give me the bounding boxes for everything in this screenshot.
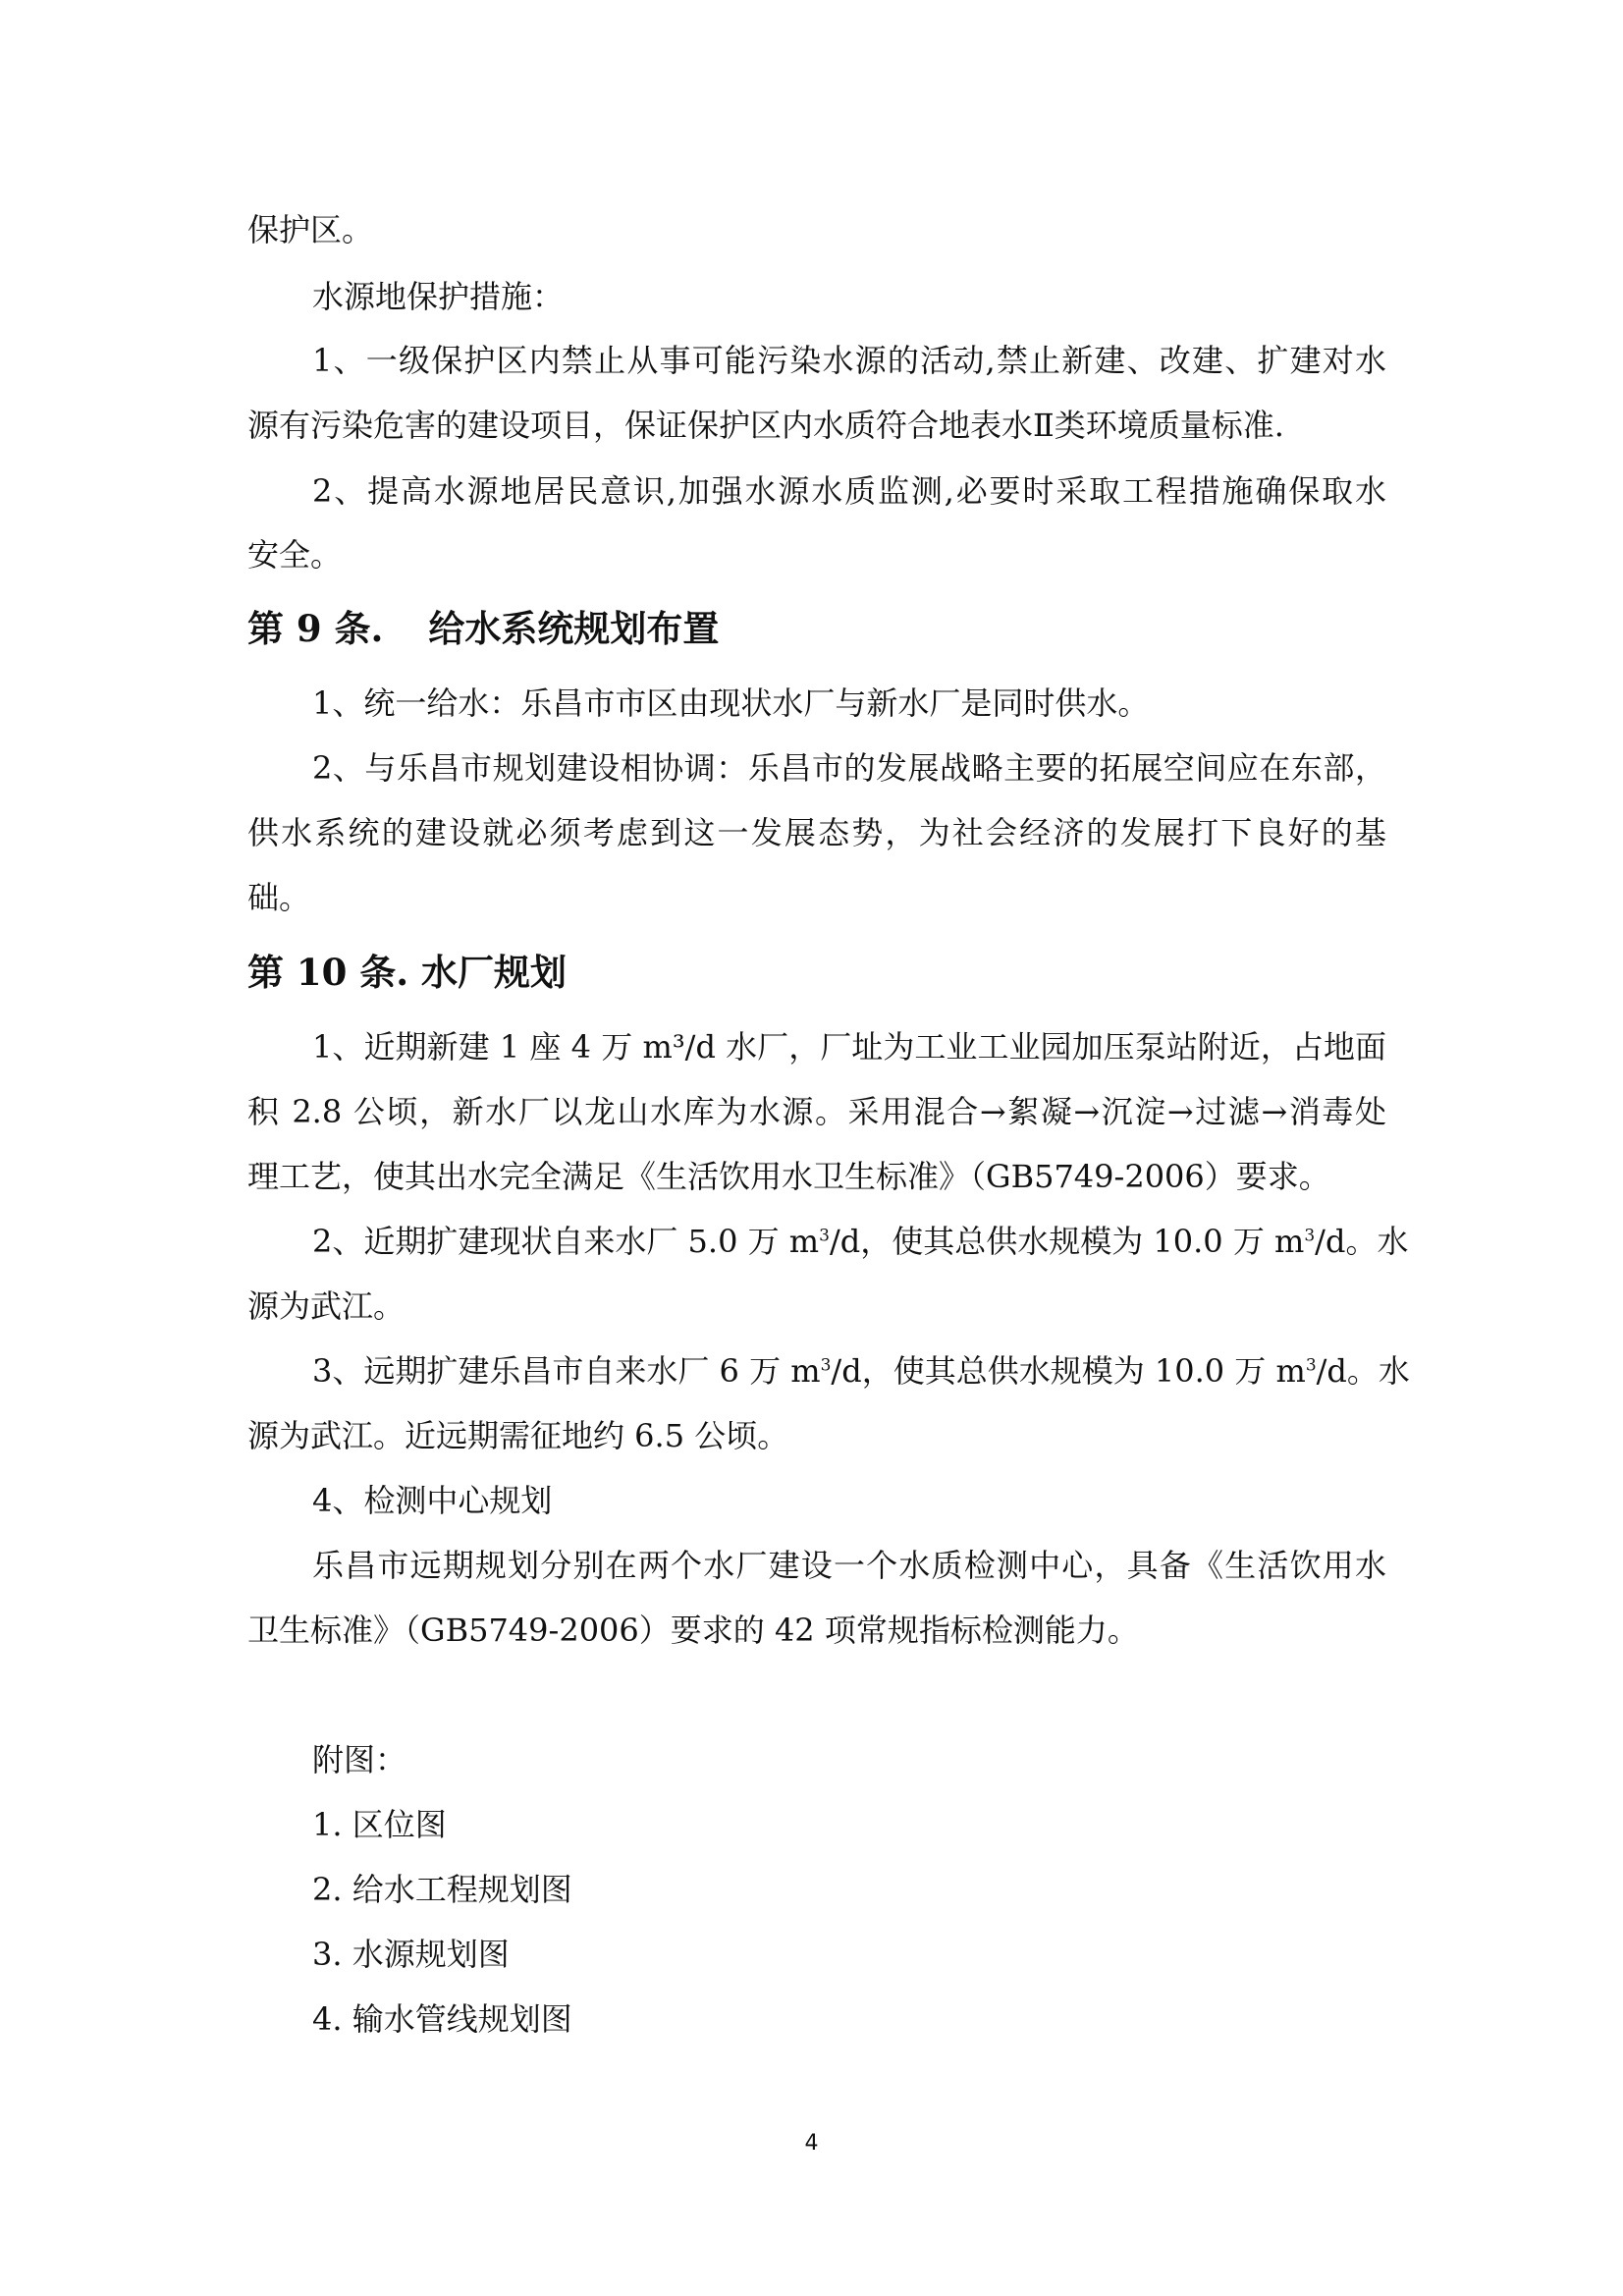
water-plant-item-3-line-2: 源为武江。近远期需征地约 6.5 公顷。	[247, 1417, 789, 1454]
water-plant-item-2-line-1	[312, 1220, 1409, 1263]
water-plant-item-4: 4、检测中心规划	[312, 1482, 553, 1519]
water-plant-item-3-line-1	[312, 1349, 1410, 1393]
article-9-paragraph-2-line-2: 供水系统的建设就必须考虑到这一发展态势，为社会经济的发展打下良好的基	[247, 814, 1386, 851]
superscript-3: 3	[820, 1355, 832, 1376]
article-9-heading	[247, 604, 1386, 653]
measure-2-line-1: 2、提高水源地居民意识,加强水源水质监测,必要时采取工程措施确保取水	[312, 472, 1386, 510]
measures-title: 水源地保护措施：	[312, 278, 565, 315]
paragraph-intro: 保护区。	[247, 211, 374, 248]
water-plant-item-2-line-2: 源为武江。	[247, 1287, 406, 1325]
item-3-text-a: 3、远期扩建乐昌市自来水厂 6 万 m	[312, 1352, 821, 1390]
measure-1-line-2: 源有污染危害的建设项目，保证保护区内水质符合地表水Ⅱ类环境质量标准.	[247, 407, 1284, 444]
water-plant-item-1-line-2: 积 2.8 公顷，新水厂以龙山水库为水源。采用混合→絮凝→沉淀→过滤→消毒处	[247, 1093, 1386, 1130]
attachment-item: 3. 水源规划图	[312, 1936, 510, 1973]
water-plant-item-1-line-3: 理工艺，使其出水完全满足《生活饮用水卫生标准》（GB5749-2006）要求。	[247, 1158, 1330, 1195]
superscript-3: 3	[1305, 1355, 1317, 1376]
inspection-center-line-2: 卫生标准》（GB5749-2006）要求的 42 项常规指标检测能力。	[247, 1612, 1139, 1649]
measure-2-line-2: 安全。	[247, 536, 343, 574]
article-9-paragraph-2-line-1: 2、与乐昌市规划建设相协调：乐昌市的发展战略主要的拓展空间应在东部，	[312, 749, 1386, 787]
article-9-number: 第 9 条.	[247, 607, 384, 650]
item-3-text-b: /d，使其总供水规模为 10.0 万 m	[831, 1352, 1306, 1390]
page-number: 4	[804, 2131, 819, 2156]
water-plant-item-1-line-1: 1、近期新建 1 座 4 万 m³/d 水厂，厂址为工业工业园加压泵站附近，占地面	[312, 1028, 1386, 1066]
attachments-title: 附图：	[312, 1741, 407, 1778]
attachment-item: 1. 区位图	[312, 1806, 447, 1843]
article-9-title: 给水系统规划布置	[428, 607, 720, 650]
item-3-text-c: /d。水	[1316, 1352, 1410, 1390]
attachment-item: 2. 给水工程规划图	[312, 1871, 572, 1908]
article-9-paragraph-1: 1、统一给水：乐昌市市区由现状水厂与新水厂是同时供水。	[312, 684, 1150, 722]
item-2-text-b: /d，使其总供水规模为 10.0 万 m	[829, 1223, 1305, 1260]
article-10-heading: 第 10 条. 水厂规划	[247, 951, 568, 994]
inspection-center-line-1: 乐昌市远期规划分别在两个水厂建设一个水质检测中心，具备《生活饮用水	[312, 1547, 1386, 1584]
item-2-text-a: 2、近期扩建现状自来水厂 5.0 万 m	[312, 1223, 820, 1260]
article-9-paragraph-2-line-3: 础。	[247, 879, 311, 916]
item-2-text-c: /d。水	[1315, 1223, 1409, 1260]
superscript-3: 3	[1304, 1226, 1316, 1246]
superscript-3: 3	[819, 1226, 830, 1246]
measure-1-line-1: 1、一级保护区内禁止从事可能污染水源的活动,禁止新建、改建、扩建对水	[312, 342, 1386, 379]
attachment-item: 4. 输水管线规划图	[312, 2000, 572, 2038]
